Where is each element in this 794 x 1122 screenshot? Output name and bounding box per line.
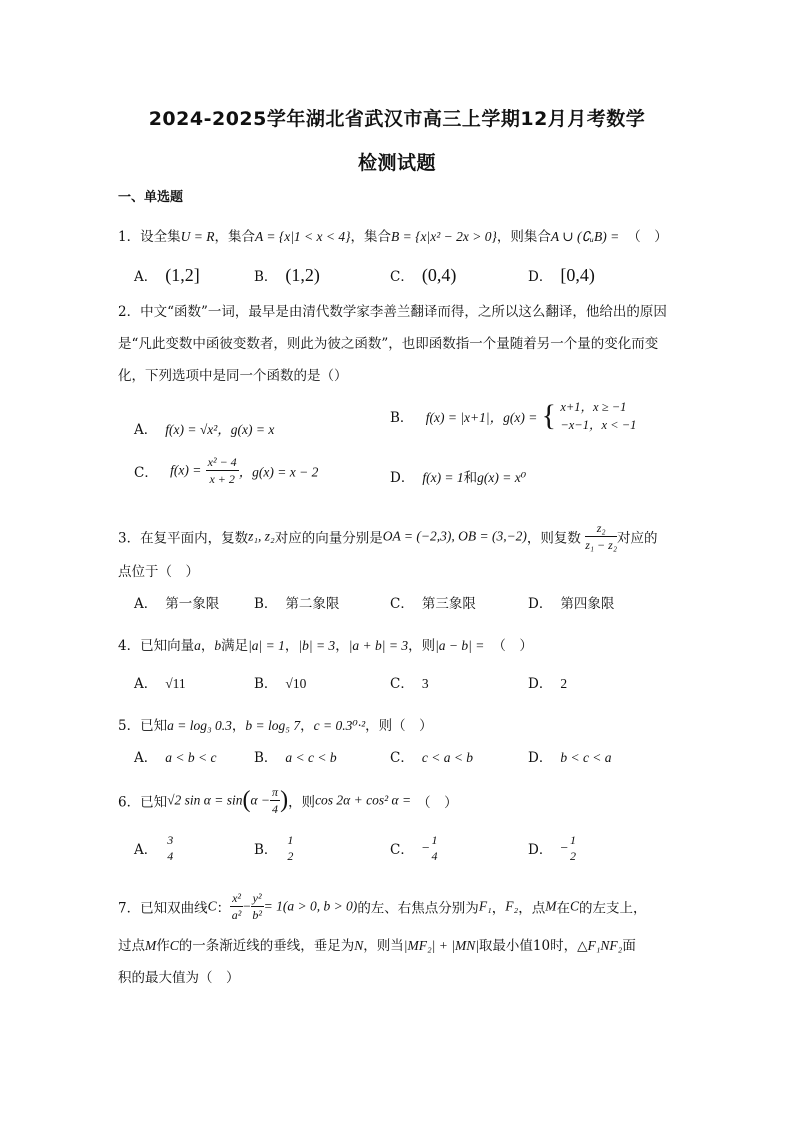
q2-option-c[interactable]: C． f(x) = $\frac{\text{x² − 4}}{x + 2}$ ，g(x) = x − 2 (134, 455, 319, 486)
q1-option-b[interactable]: B． (1,2) (254, 265, 320, 285)
q1-option-c[interactable]: C． (0,4) (390, 265, 457, 285)
q6-option-c[interactable]: C． − 1 4 (390, 833, 438, 863)
q4-option-b[interactable]: B． √10 (254, 676, 307, 692)
question-1-stem: 1．设全集U = R，集合A = {x|1 < x < 4}，集合B = {x|x² − 2x > 0}，则集合A ∪ (∁ᵤB) = （ ） (118, 229, 668, 245)
q4-option-d[interactable]: D． 2 (528, 676, 568, 692)
q6-option-a[interactable]: A． 3 4 (134, 833, 174, 863)
question-7-line-1: 7．已知双曲线C： $\frac{\text{x²}}{\text{a²}}$ − $\frac{\text{y²}}{\text{b²}}$ = 1(a > 0, b > 0)的左、右焦点分别为F₁，F₂，点M在C的左支上， (118, 891, 647, 922)
question-3-line-2: 点位于（ ） (118, 564, 199, 580)
question-7-line-2: 过点M作C的一条渐近线的垂线，垂足为N，则当|MF₂| + |MN|取最小值10时，△F₁NF₂面 (118, 938, 636, 954)
q3-option-a[interactable]: A． 第一象限 (134, 596, 220, 612)
question-3-stem: 3．在复平面内，复数z₁, z₂对应的向量分别是OA = (−2,3), OB = (3,−2)，则复数 $\frac{\text{z₂}}{\text{z₁ − z₂}}$ 对应的 (118, 521, 658, 552)
q5-option-d[interactable]: D． b < c < a (528, 750, 612, 766)
q2-option-b[interactable]: B． f(x) = |x+1|，g(x) = { x+1，x ≥ −1 −x−1，x < −1 (390, 399, 637, 432)
q5-option-a[interactable]: A． a < b < c (134, 750, 217, 766)
q2-option-a[interactable]: A． f(x) = √x²，g(x) = x (134, 422, 275, 438)
q3-option-c[interactable]: C． 第三象限 (390, 596, 476, 612)
page-title: 2024-2025学年湖北省武汉市高三上学期12月月考数学 (148, 108, 646, 130)
question-2-line-3: 化，下列选项中是同一个函数的是（） (118, 368, 348, 384)
question-5-stem: 5．已知a = log₃ 0.3，b = log₅ 7，c = 0.3⁰·²，则（ ） (118, 718, 433, 734)
question-2-line-1: 2．中文“函数”一词，最早是由清代数学家李善兰翻译而得，之所以这么翻译，他给出的原因 (118, 304, 667, 320)
q4-option-c[interactable]: C． 3 (390, 676, 429, 692)
q3-option-b[interactable]: B． 第二象限 (254, 596, 340, 612)
question-6-stem: 6．已知√2 sin α = sin(α − $\frac{\pi}{4}$ )，则cos 2α + cos² α = （ ） (118, 785, 458, 816)
q4-option-a[interactable]: A． √11 (134, 676, 186, 692)
q5-option-b[interactable]: B． a < c < b (254, 750, 337, 766)
q6-option-b[interactable]: B． 1 2 (254, 833, 294, 863)
q2-option-d[interactable]: D． f(x) = 1和g(x) = x⁰ (390, 470, 527, 486)
question-2-line-2: 是“凡此变数中函彼变数者，则此为彼之函数”，也即函数指一个量随着另一个量的变化而变 (118, 336, 659, 352)
page-subtitle: 检测试题 (357, 152, 436, 174)
q3-option-d[interactable]: D． 第四象限 (528, 596, 615, 612)
question-7-line-3: 积的最大值为（ ） (118, 970, 240, 986)
q5-option-c[interactable]: C． c < a < b (390, 750, 474, 766)
question-4-stem: 4．已知向量a，b满足|a| = 1，|b| = 3，|a + b| = 3，则|a − b| = （ ） (118, 638, 533, 654)
q1-option-a[interactable]: A． (1,2] (134, 265, 200, 285)
q1-option-d[interactable]: D． [0,4) (528, 265, 595, 285)
section-heading: 一、单选题 (118, 190, 184, 205)
q6-option-d[interactable]: D． − 1 2 (528, 833, 576, 863)
